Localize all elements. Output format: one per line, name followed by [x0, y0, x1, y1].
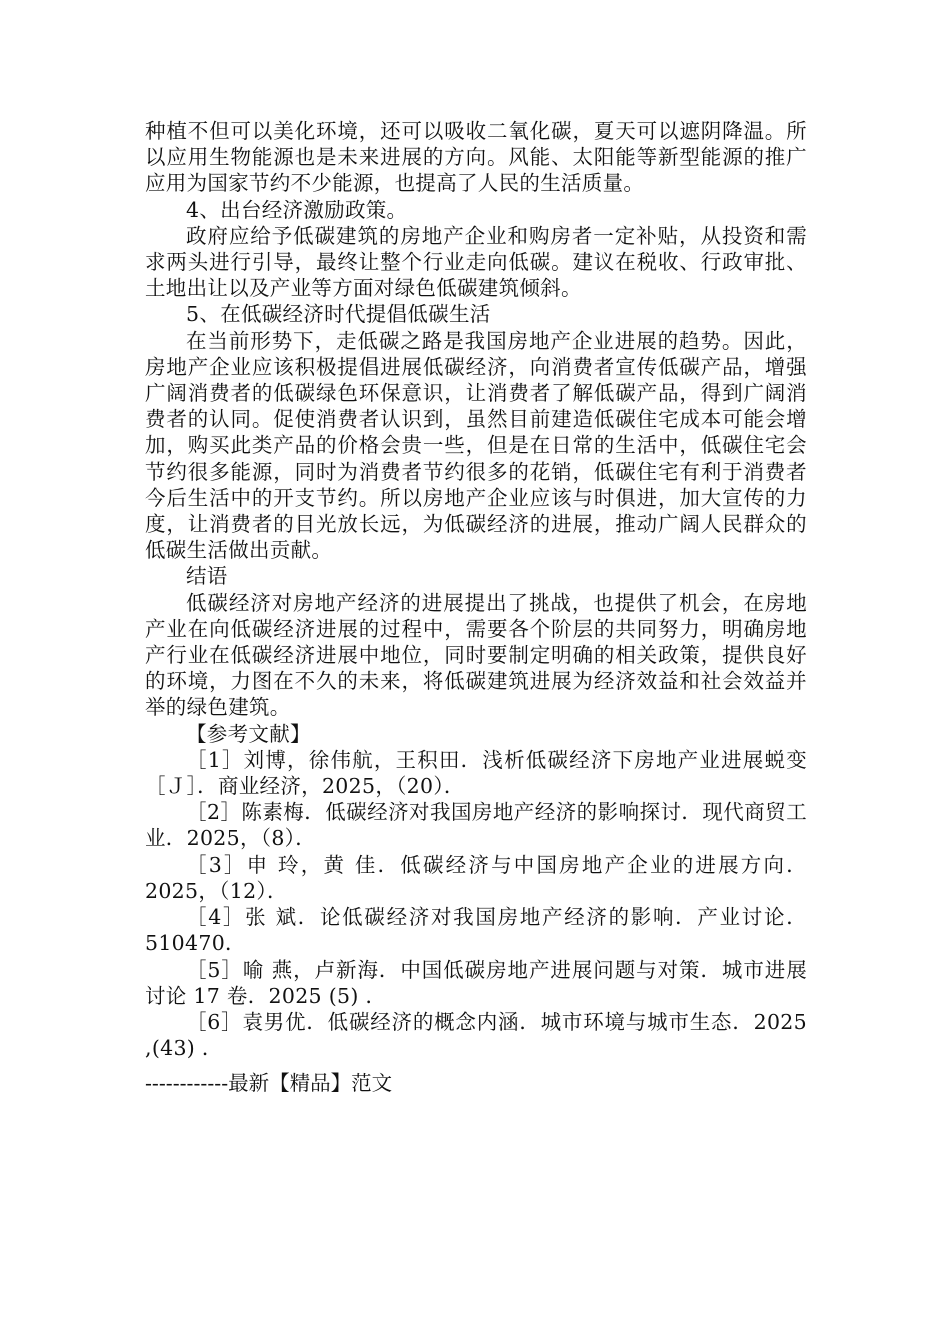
references-heading: 【参考文献】: [186, 721, 311, 746]
section-heading-conclusion: 结语: [186, 564, 228, 589]
body-paragraph: 低碳经济对房地产经济的进展提出了挑战，也提供了机会，在房地产业在向低碳经济进展的过程中，需要各个阶层的共同努力，明确房地产行业在低碳经济进展中地位，同时要制定明确的相关政策，提供良好的环境，力图在不久的未来，将低碳建筑进展为经济效益和社会效益并举的绿色建筑。: [145, 590, 807, 720]
section-heading-low-carbon-life: 5、在低碳经济时代提倡低碳生活: [186, 302, 491, 327]
reference-item: ［3］申 玲，黄 佳．低碳经济与中国房地产企业的进展方向．2025，（12）．: [145, 852, 807, 903]
reference-item: ［1］刘博，徐伟航，王积田．浅析低碳经济下房地产业进展蜕变［Ｊ］．商业经济，2025，（20）．: [145, 747, 807, 799]
section-heading-incentive-policy: 4、出台经济激励政策。: [186, 197, 408, 222]
reference-item: ［5］喻 燕，卢新海．中国低碳房地产进展问题与对策．城市进展讨论 17 卷．2025 (5) ．: [145, 957, 807, 1008]
reference-item: ［2］陈素梅．低碳经济对我国房地产经济的影响探讨．现代商贸工业．2025，（8）．: [145, 800, 807, 851]
body-paragraph: 政府应给予低碳建筑的房地产企业和购房者一定补贴，从投资和需求两头进行引导，最终让整个行业走向低碳。建议在税收、行政审批、土地出让以及产业等方面对绿色低碳建筑倾斜。: [145, 223, 807, 301]
document-body: [145, 118, 807, 1061]
body-paragraph: 在当前形势下，走低碳之路是我国房地产企业进展的趋势。因此，房地产企业应该积极提倡进展低碳经济，向消费者宣传低碳产品，增强广阔消费者的低碳绿色环保意识，让消费者了解低碳产品，得到广阔消费者的认同。促使消费者认识到，虽然目前建造低碳住宅成本可能会增加，购买此类产品的价格会贵一些，但是在日常的生活中，低碳住宅会节约很多能源，同时为消费者节约很多的花销，低碳住宅有利于消费者今后生活中的开支节约。所以房地产企业应该与时俱进，加大宣传的力度，让消费者的目光放长远，为低碳经济的进展，推动广阔人民群众的低碳生活做出贡献。: [145, 328, 807, 563]
body-paragraph: 种植不但可以美化环境，还可以吸收二氧化碳，夏天可以遮阴降温。所以应用生物能源也是未来进展的方向。风能、太阳能等新型能源的推广应用为国家节约不少能源，也提高了人民的生活质量。: [145, 119, 807, 196]
reference-item: ［4］张 斌．论低碳经济对我国房地产经济的影响．产业讨论．510470．: [145, 905, 807, 956]
reference-item: ［6］袁男优．低碳经济的概念内涵．城市环境与城市生态．2025 ,(43) ．: [145, 1009, 807, 1061]
footer-text: ------------最新【精品】范文: [145, 1071, 393, 1095]
